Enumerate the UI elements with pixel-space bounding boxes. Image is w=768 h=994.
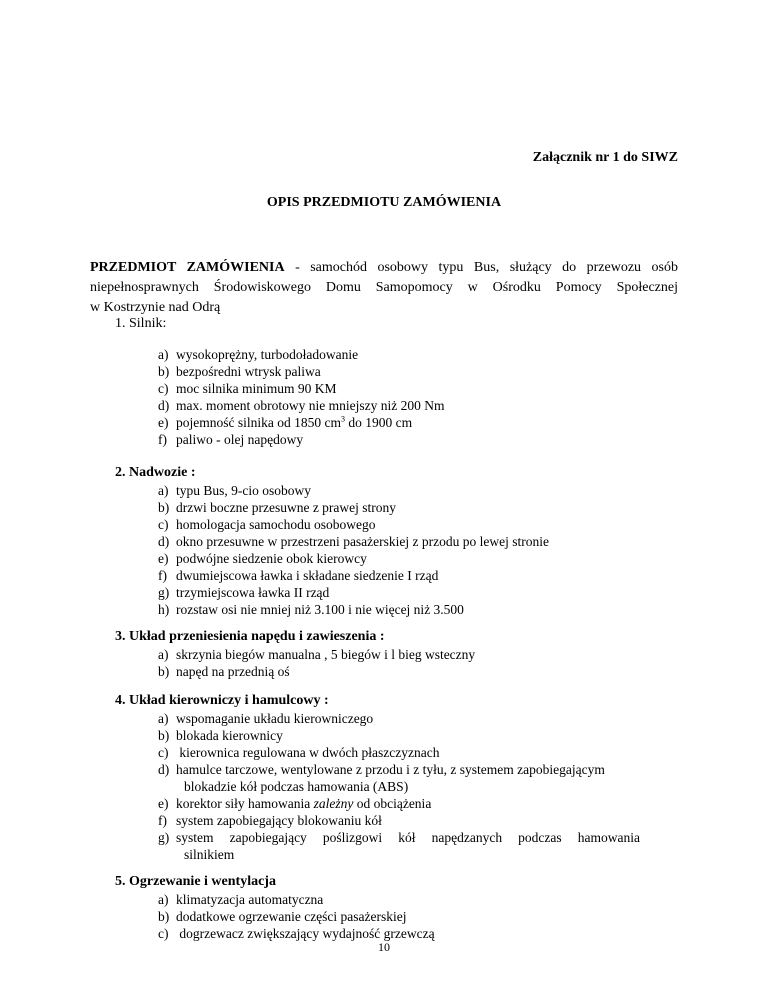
list-item: f) dwumiejscowa ławka i składane siedzenie I rząd — [158, 568, 439, 583]
list-item: a) wysokoprężny, turbodoładowanie — [158, 347, 359, 362]
list-item: d) okno przesuwne w przestrzeni pasażerskiej z przodu po lewej stronie — [158, 534, 549, 549]
list-item: e) podwójne siedzenie obok kierowcy — [158, 551, 367, 566]
section-2-title: 2. Nadwozie : — [115, 465, 196, 480]
intro-label: PRZEDMIOT ZAMÓWIENIA — [90, 260, 285, 275]
list-item: f) paliwo - olej napędowy — [158, 432, 304, 447]
section-4-title: 4. Układ kierowniczy i hamulcowy : — [115, 693, 329, 708]
list-item: e) korektor siły hamowania zależny od obciążenia — [158, 796, 432, 811]
list-item: b) drzwi boczne przesuwne z prawej strony — [158, 500, 397, 515]
list-item: g) trzymiejscowa ławka II rząd — [158, 585, 330, 600]
list-item: c) dogrzewacz zwiększający wydajność grzewczą — [158, 926, 435, 941]
list-item: b) napęd na przednią oś — [158, 664, 290, 679]
list-item: b) blokada kierownicy — [158, 728, 283, 743]
list-item: b) bezpośredni wtrysk paliwa — [158, 364, 321, 379]
list-item: c) kierownica regulowana w dwóch płaszczyznach — [158, 745, 440, 760]
list-item: h) rozstaw osi nie mniej niż 3.100 i nie więcej niż 3.500 — [158, 602, 464, 617]
annex-header: Załącznik nr 1 do SIWZ — [532, 150, 678, 165]
list-item: e) pojemność silnika od 1850 $cm^3$ do 1900 cm — [158, 414, 413, 430]
page-number: 10 — [378, 940, 390, 954]
intro-paragraph — [90, 258, 678, 318]
list-item: g) system zapobiegający poślizgowi kół napędzanych podczas hamowania — [158, 830, 640, 845]
list-item: a) typu Bus, 9-cio osobowy — [158, 483, 311, 498]
list-item: c) moc silnika minimum 90 KM — [158, 381, 337, 396]
section-3-title: 3. Układ przeniesienia napędu i zawieszenia : — [115, 629, 385, 644]
section-5-list — [158, 891, 435, 942]
list-item: f) system zapobiegający blokowaniu kół — [158, 813, 382, 828]
document-title: OPIS PRZEDMIOTU ZAMÓWIENIA — [266, 195, 502, 210]
list-item: d) max. moment obrotowy nie mniejszy niż 200 Nm — [158, 398, 445, 413]
list-item: a) klimatyzacja automatyczna — [158, 892, 324, 907]
list-item-continuation: silnikiem — [184, 847, 235, 862]
list-item: d) hamulce tarczowe, wentylowane z przodu i z tyłu, z systemem zapobiegającym — [158, 762, 605, 777]
section-1-title: 1. Silnik: — [115, 316, 167, 331]
section-5-title: 5. Ogrzewanie i wentylacja — [115, 874, 276, 889]
list-item: b) dodatkowe ogrzewanie części pasażerskiej — [158, 909, 407, 924]
section-4-list — [158, 710, 640, 863]
intro-line-2: niepełnosprawnych Środowiskowego Domu Samopomocy w Ośrodku Pomocy Społecznej — [90, 280, 678, 295]
section-2-list — [158, 482, 549, 618]
list-item: a) skrzynia biegów manualna , 5 biegów i l bieg wsteczny — [158, 647, 476, 662]
list-item: c) homologacja samochodu osobowego — [158, 517, 376, 532]
section-3-list — [158, 646, 475, 680]
intro-line-1: - samochód osobowy typu Bus, służący do przewozu osób — [284, 260, 678, 275]
list-item-continuation: blokadzie kół podczas hamowania (ABS) — [184, 779, 409, 794]
list-item: a) wspomaganie układu kierowniczego — [158, 711, 374, 726]
section-1-list — [158, 346, 444, 448]
intro-line-3: w Kostrzynie nad Odrą — [90, 300, 221, 315]
